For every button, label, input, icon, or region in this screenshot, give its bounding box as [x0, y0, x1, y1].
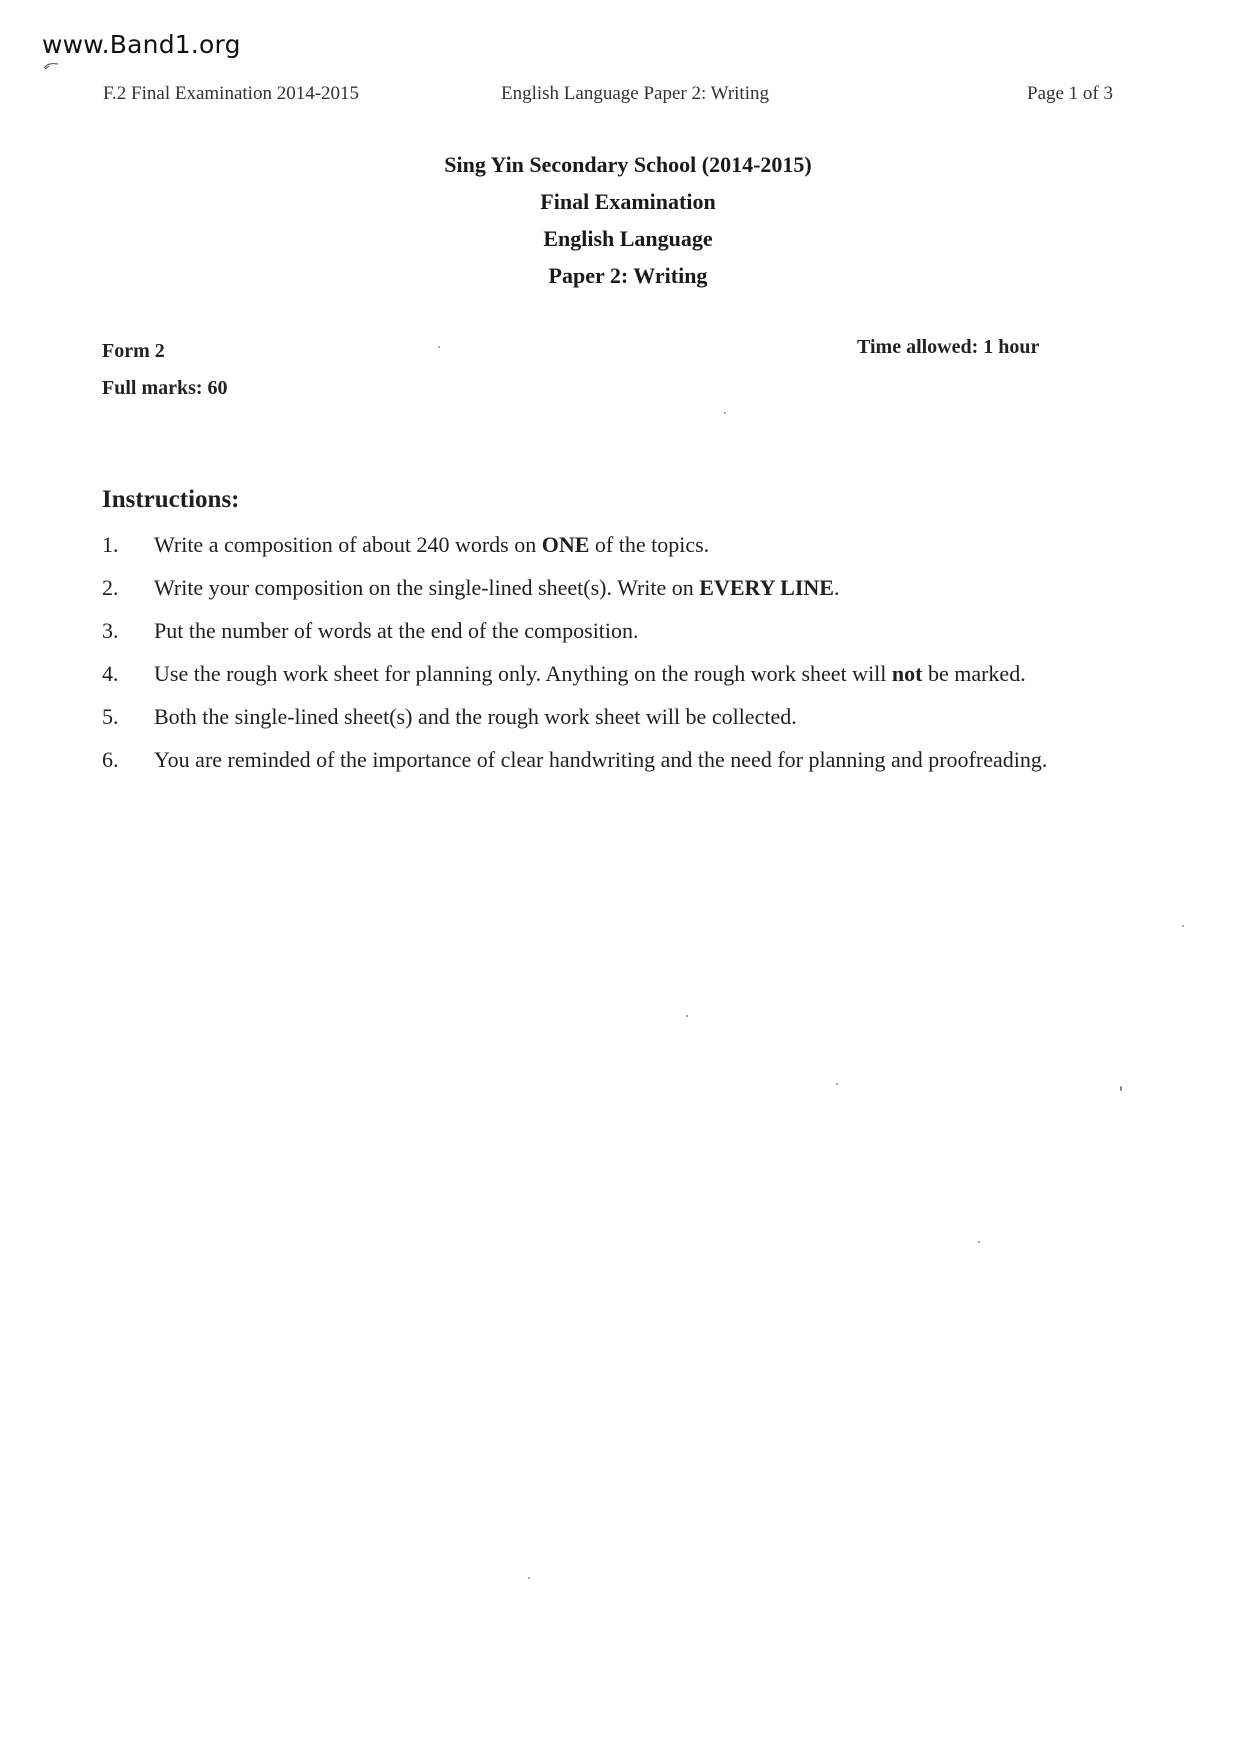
instruction-item: [102, 738, 1102, 781]
instruction-number: 4.: [102, 661, 119, 686]
instruction-text: You are reminded of the importance of clear handwriting and the need for planning and proofreading.: [154, 747, 1048, 772]
title-block: [0, 146, 1240, 294]
instruction-item: [102, 523, 1102, 566]
instructions-list: [102, 523, 1102, 781]
form-level: Form 2: [102, 340, 165, 362]
instruction-number: 1.: [102, 532, 119, 557]
scan-speck: [836, 1083, 838, 1085]
instruction-text: Put the number of words at the end of the composition.: [154, 618, 639, 643]
time-allowed: Time allowed: 1 hour: [857, 336, 1040, 358]
exam-title: Final Examination: [540, 189, 716, 214]
instruction-number: 5.: [102, 704, 119, 729]
watermark-url: www.Band1.org: [42, 30, 241, 59]
instruction-emphasis: ONE: [541, 532, 590, 557]
header-page-number: Page 1 of 3: [1027, 83, 1114, 104]
scan-speck: [724, 412, 726, 414]
instruction-item: [102, 609, 1102, 652]
instruction-text-end: of the topics.: [589, 532, 710, 557]
paper-title: Paper 2: Writing: [548, 263, 708, 288]
scan-speck: [1120, 1086, 1122, 1091]
scan-speck: [528, 1577, 530, 1579]
instruction-item: [102, 652, 1102, 695]
instruction-text: Write a composition of about 240 words on: [154, 532, 542, 557]
instruction-emphasis: not: [891, 661, 923, 686]
pen-mark-icon: [43, 62, 59, 70]
header-paper-name: English Language Paper 2: Writing: [501, 83, 769, 104]
instruction-number: 2.: [102, 575, 119, 600]
instruction-item: [102, 695, 1102, 738]
header-exam-name: F.2 Final Examination 2014-2015: [103, 83, 360, 104]
scan-speck: [686, 1015, 688, 1017]
instruction-text: Write your composition on the single-lined sheet(s). Write on: [154, 575, 700, 600]
scan-speck: [978, 1241, 980, 1243]
instruction-number: 6.: [102, 747, 119, 772]
instruction-number: 3.: [102, 618, 119, 643]
scan-speck: [1182, 925, 1184, 927]
instruction-text: Both the single-lined sheet(s) and the rough work sheet will be collected.: [154, 704, 797, 729]
scan-speck: [438, 346, 440, 348]
instruction-text-end: be marked.: [922, 661, 1026, 686]
school-title: Sing Yin Secondary School (2014-2015): [444, 152, 812, 177]
full-marks: Full marks: 60: [102, 377, 228, 399]
instruction-text: Use the rough work sheet for planning only. Anything on the rough work sheet will: [154, 661, 892, 686]
instruction-text-end: .: [833, 575, 840, 600]
subject-title: English Language: [543, 226, 713, 251]
instruction-item: [102, 566, 1102, 609]
instructions-heading: Instructions:: [102, 486, 240, 513]
instruction-emphasis: EVERY LINE: [699, 575, 834, 600]
